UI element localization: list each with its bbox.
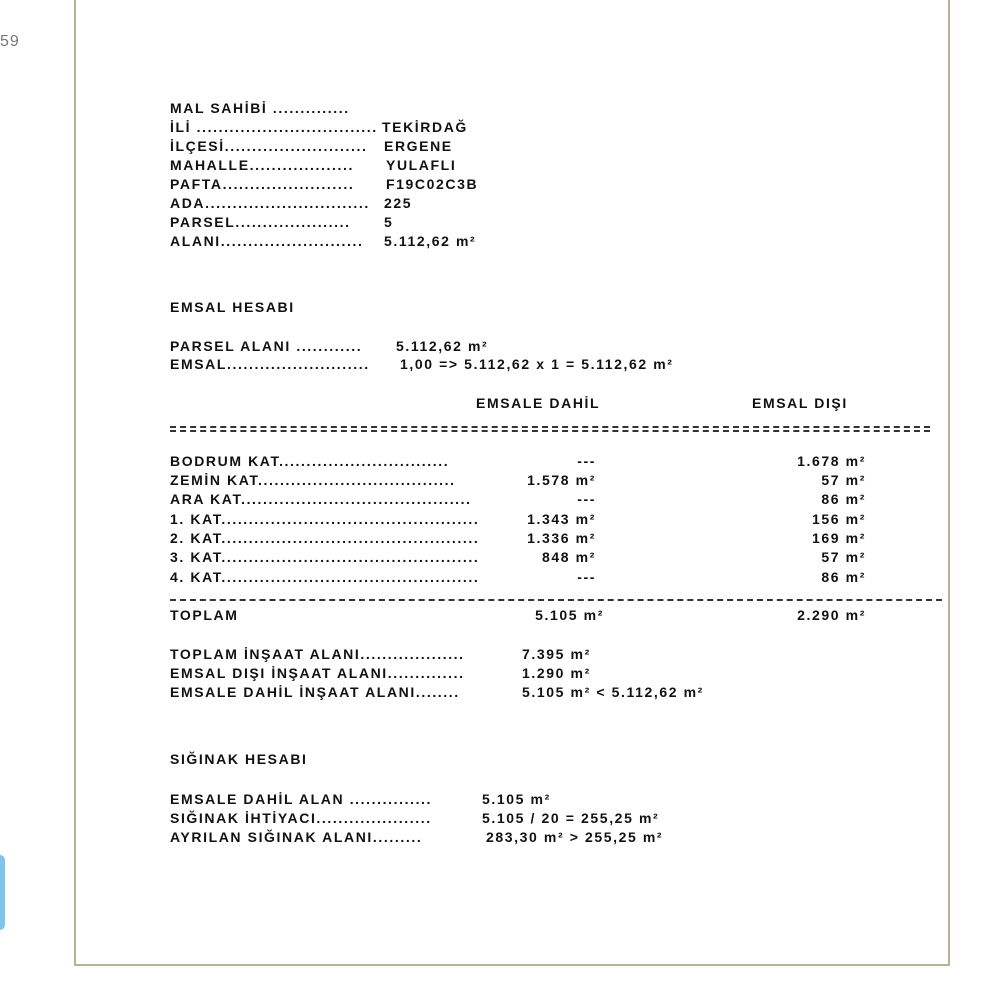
info-neighborhood-label: MAHALLE................... (170, 157, 354, 173)
row-dahil-ara: --- (577, 491, 596, 507)
row-label-kat4: 4. KAT............................................... (170, 569, 480, 585)
summary-total-value: 7.395 m² (522, 646, 591, 662)
side-scroll-tab[interactable] (0, 855, 5, 930)
row-dahil-zemin: 1.578 m² (527, 472, 596, 488)
siginak-section-title: SIĞINAK HESABI (170, 751, 308, 767)
total-disi: 2.290 m² (797, 607, 866, 623)
total-label: TOPLAM (170, 607, 239, 623)
row-disi-kat1: 156 m² (812, 511, 866, 527)
siginak-need-label: SIĞINAK İHTİYACI..................... (170, 810, 432, 826)
row-disi-kat3: 57 m² (821, 549, 866, 565)
document-frame (74, 0, 950, 966)
row-label-bodrum: BODRUM KAT............................... (170, 453, 450, 469)
row-label-zemin: ZEMİN KAT.................................... (170, 472, 456, 488)
info-owner-label: MAL SAHİBİ .............. (170, 100, 350, 116)
info-sheet-value: F19C02C3B (386, 176, 479, 192)
header-separator (170, 426, 930, 428)
row-label-kat1: 1. KAT............................................... (170, 511, 480, 527)
row-dahil-kat1: 1.343 m² (527, 511, 596, 527)
summary-dahil-value: 5.105 m² < 5.112,62 m² (522, 684, 704, 700)
total-separator (170, 599, 942, 601)
info-parcel-label: PARSEL..................... (170, 214, 351, 230)
total-dahil: 5.105 m² (535, 607, 604, 623)
siginak-need-value: 5.105 / 20 = 255,25 m² (482, 810, 660, 826)
siginak-area-label: EMSALE DAHİL ALAN ............... (170, 791, 433, 807)
info-parcel-value: 5 (384, 214, 394, 230)
info-block-label: ADA.............................. (170, 195, 370, 211)
row-dahil-kat4: --- (577, 569, 596, 585)
summary-dahil-label: EMSALE DAHİL İNŞAAT ALANI........ (170, 684, 460, 700)
summary-disi-label: EMSAL DIŞI İNŞAAT ALANI.............. (170, 665, 465, 681)
header-separator-second (170, 430, 930, 432)
row-dahil-kat2: 1.336 m² (527, 530, 596, 546)
emsal-section-title: EMSAL HESABI (170, 299, 295, 315)
info-neighborhood-value: YULAFLI (386, 157, 457, 173)
row-label-ara: ARA KAT.......................................... (170, 491, 472, 507)
info-area-value: 5.112,62 m² (384, 233, 477, 249)
row-label-kat2: 2. KAT............................................... (170, 530, 480, 546)
emsal-parcel-value: 5.112,62 m² (396, 338, 489, 354)
row-disi-bodrum: 1.678 m² (797, 453, 866, 469)
row-dahil-bodrum: --- (577, 453, 596, 469)
siginak-allocated-label: AYRILAN SIĞINAK ALANI......... (170, 829, 423, 845)
emsal-ratio-value: 1,00 => 5.112,62 x 1 = 5.112,62 m² (400, 356, 674, 372)
emsal-parcel-label: PARSEL ALANI ............ (170, 338, 363, 354)
row-disi-kat2: 169 m² (812, 530, 866, 546)
info-block-value: 225 (384, 195, 413, 211)
side-page-number: 59 (0, 33, 20, 50)
row-disi-ara: 86 m² (821, 491, 866, 507)
row-dahil-kat3: 848 m² (542, 549, 596, 565)
emsal-ratio-label: EMSAL.......................... (170, 356, 370, 372)
column-header-disi: EMSAL DIŞI (752, 395, 848, 411)
row-label-kat3: 3. KAT............................................... (170, 549, 480, 565)
summary-total-label: TOPLAM İNŞAAT ALANI................... (170, 646, 465, 662)
column-header-dahil: EMSALE DAHİL (476, 395, 601, 411)
info-district-value: ERGENE (384, 138, 453, 154)
summary-disi-value: 1.290 m² (522, 665, 591, 681)
row-disi-zemin: 57 m² (821, 472, 866, 488)
info-city-value: TEKİRDAĞ (382, 119, 468, 135)
info-district-label: İLÇESİ.......................... (170, 138, 368, 154)
siginak-allocated-value: 283,30 m² > 255,25 m² (486, 829, 664, 845)
info-sheet-label: PAFTA........................ (170, 176, 355, 192)
info-city-label: İLİ ................................. (170, 119, 378, 135)
siginak-area-value: 5.105 m² (482, 791, 551, 807)
info-area-label: ALANI.......................... (170, 233, 364, 249)
row-disi-kat4: 86 m² (821, 569, 866, 585)
